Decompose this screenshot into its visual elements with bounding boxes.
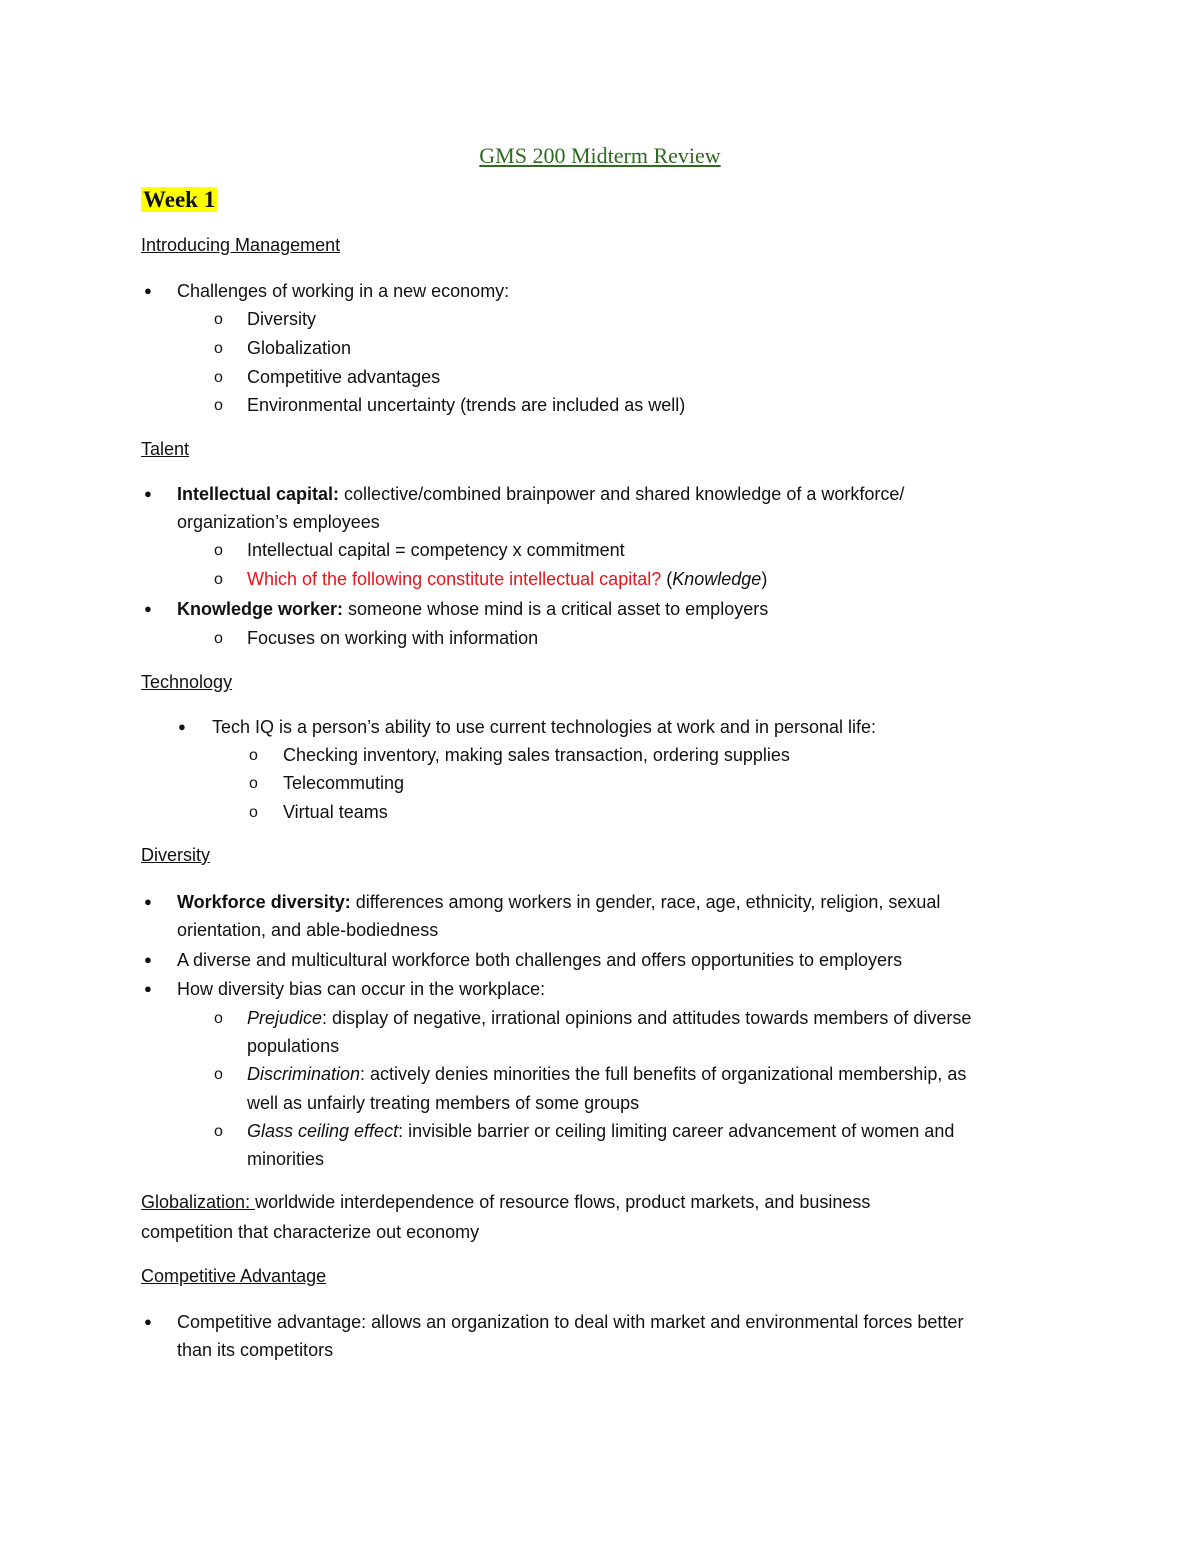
section-heading-technology: Technology	[141, 672, 233, 692]
section-heading-diversity: Diversity	[141, 845, 211, 865]
list-item-continuation: orientation, and able-bodiedness	[177, 920, 439, 940]
sub-bullet-icon: o	[214, 1010, 223, 1027]
section-heading-introducing-management: Introducing Management	[141, 235, 341, 255]
globalization-paragraph: Globalization: worldwide interdependence of resource flows, product markets, and business	[141, 1192, 871, 1212]
sub-bullet-icon: o	[214, 571, 223, 588]
section-heading-talent: Talent	[141, 439, 190, 459]
sub-list-item: Focuses on working with information	[247, 628, 539, 648]
sub-bullet-icon: o	[214, 1066, 223, 1083]
sub-bullet-icon: o	[249, 775, 258, 792]
document-title: GMS 200 Midterm Review	[479, 143, 721, 168]
sub-list-item: Telecommuting	[283, 773, 405, 793]
sub-list-item: Competitive advantages	[247, 367, 441, 387]
term-workforce-diversity: Workforce diversity:	[177, 892, 351, 912]
list-item: Challenges of working in a new economy:	[177, 281, 510, 301]
sub-bullet-icon: o	[214, 630, 223, 647]
term-prejudice: Prejudice	[247, 1008, 323, 1028]
sub-list-item-continuation: well as unfairly treating members of some groups	[247, 1093, 640, 1113]
bullet-icon: ●	[178, 719, 186, 734]
bullet-icon: ●	[144, 952, 152, 967]
list-item: How diversity bias can occur in the workplace:	[177, 979, 546, 999]
sub-list-item: Glass ceiling effect: invisible barrier or ceiling limiting career advancement of women and	[247, 1121, 955, 1141]
sub-bullet-icon: o	[214, 311, 223, 328]
sub-list-item: Intellectual capital = competency x commitment	[247, 540, 625, 560]
sub-list-item: Checking inventory, making sales transaction, ordering supplies	[283, 745, 790, 765]
sub-list-item: Prejudice: display of negative, irrational opinions and attitudes towards members of diverse	[247, 1008, 972, 1028]
sub-bullet-icon: o	[214, 1123, 223, 1140]
sub-bullet-icon: o	[249, 804, 258, 821]
list-item-continuation: than its competitors	[177, 1340, 334, 1360]
sub-list-item: Environmental uncertainty (trends are included as well)	[247, 395, 686, 415]
term-intellectual-capital: Intellectual capital:	[177, 484, 340, 504]
sub-bullet-icon: o	[214, 340, 223, 357]
definition-text: collective/combined brainpower and shared knowledge of a workforce/	[339, 484, 905, 504]
globalization-paragraph-continuation: competition that characterize out economy	[141, 1222, 480, 1242]
sub-bullet-icon: o	[214, 397, 223, 414]
list-item-continuation: organization’s employees	[177, 512, 380, 532]
sub-list-item: Virtual teams	[283, 802, 388, 822]
term-globalization: Globalization:	[141, 1192, 256, 1212]
review-answer: Knowledge	[672, 569, 762, 589]
bullet-icon: ●	[144, 894, 152, 909]
bullet-icon: ●	[144, 981, 152, 996]
sub-list-item-continuation: minorities	[247, 1149, 325, 1169]
list-item: Knowledge worker: someone whose mind is a critical asset to employers	[177, 599, 769, 619]
sub-list-item: Which of the following constitute intellectual capital? (Knowledge)	[247, 569, 768, 589]
bullet-icon: ●	[144, 601, 152, 616]
sub-bullet-icon: o	[214, 542, 223, 559]
section-heading-competitive-advantage: Competitive Advantage	[141, 1266, 327, 1286]
term-glass-ceiling-effect: Glass ceiling effect	[247, 1121, 399, 1141]
sub-bullet-icon: o	[214, 369, 223, 386]
bullet-icon: ●	[144, 486, 152, 501]
sub-list-item-continuation: populations	[247, 1036, 340, 1056]
term-discrimination: Discrimination	[247, 1064, 361, 1084]
sub-list-item: Globalization	[247, 338, 352, 358]
term-knowledge-worker: Knowledge worker:	[177, 599, 344, 619]
bullet-icon: ●	[144, 1314, 152, 1329]
week-heading: Week 1	[143, 187, 216, 212]
sub-list-item: Diversity	[247, 309, 317, 329]
bullet-icon: ●	[144, 283, 152, 298]
sub-list-item: Discrimination: actively denies minorities the full benefits of organizational membership, as	[247, 1064, 967, 1084]
sub-bullet-icon: o	[249, 747, 258, 764]
list-item: A diverse and multicultural workforce both challenges and offers opportunities to employers	[177, 950, 903, 970]
list-item	[177, 485, 904, 503]
list-item: Tech IQ is a person’s ability to use current technologies at work and in personal life:	[212, 717, 877, 737]
list-item: Competitive advantage: allows an organization to deal with market and environmental forces better	[177, 1312, 964, 1332]
review-question: Which of the following constitute intellectual capital?	[247, 569, 662, 589]
list-item: Workforce diversity: differences among workers in gender, race, age, ethnicity, religion, sexual	[177, 892, 941, 912]
